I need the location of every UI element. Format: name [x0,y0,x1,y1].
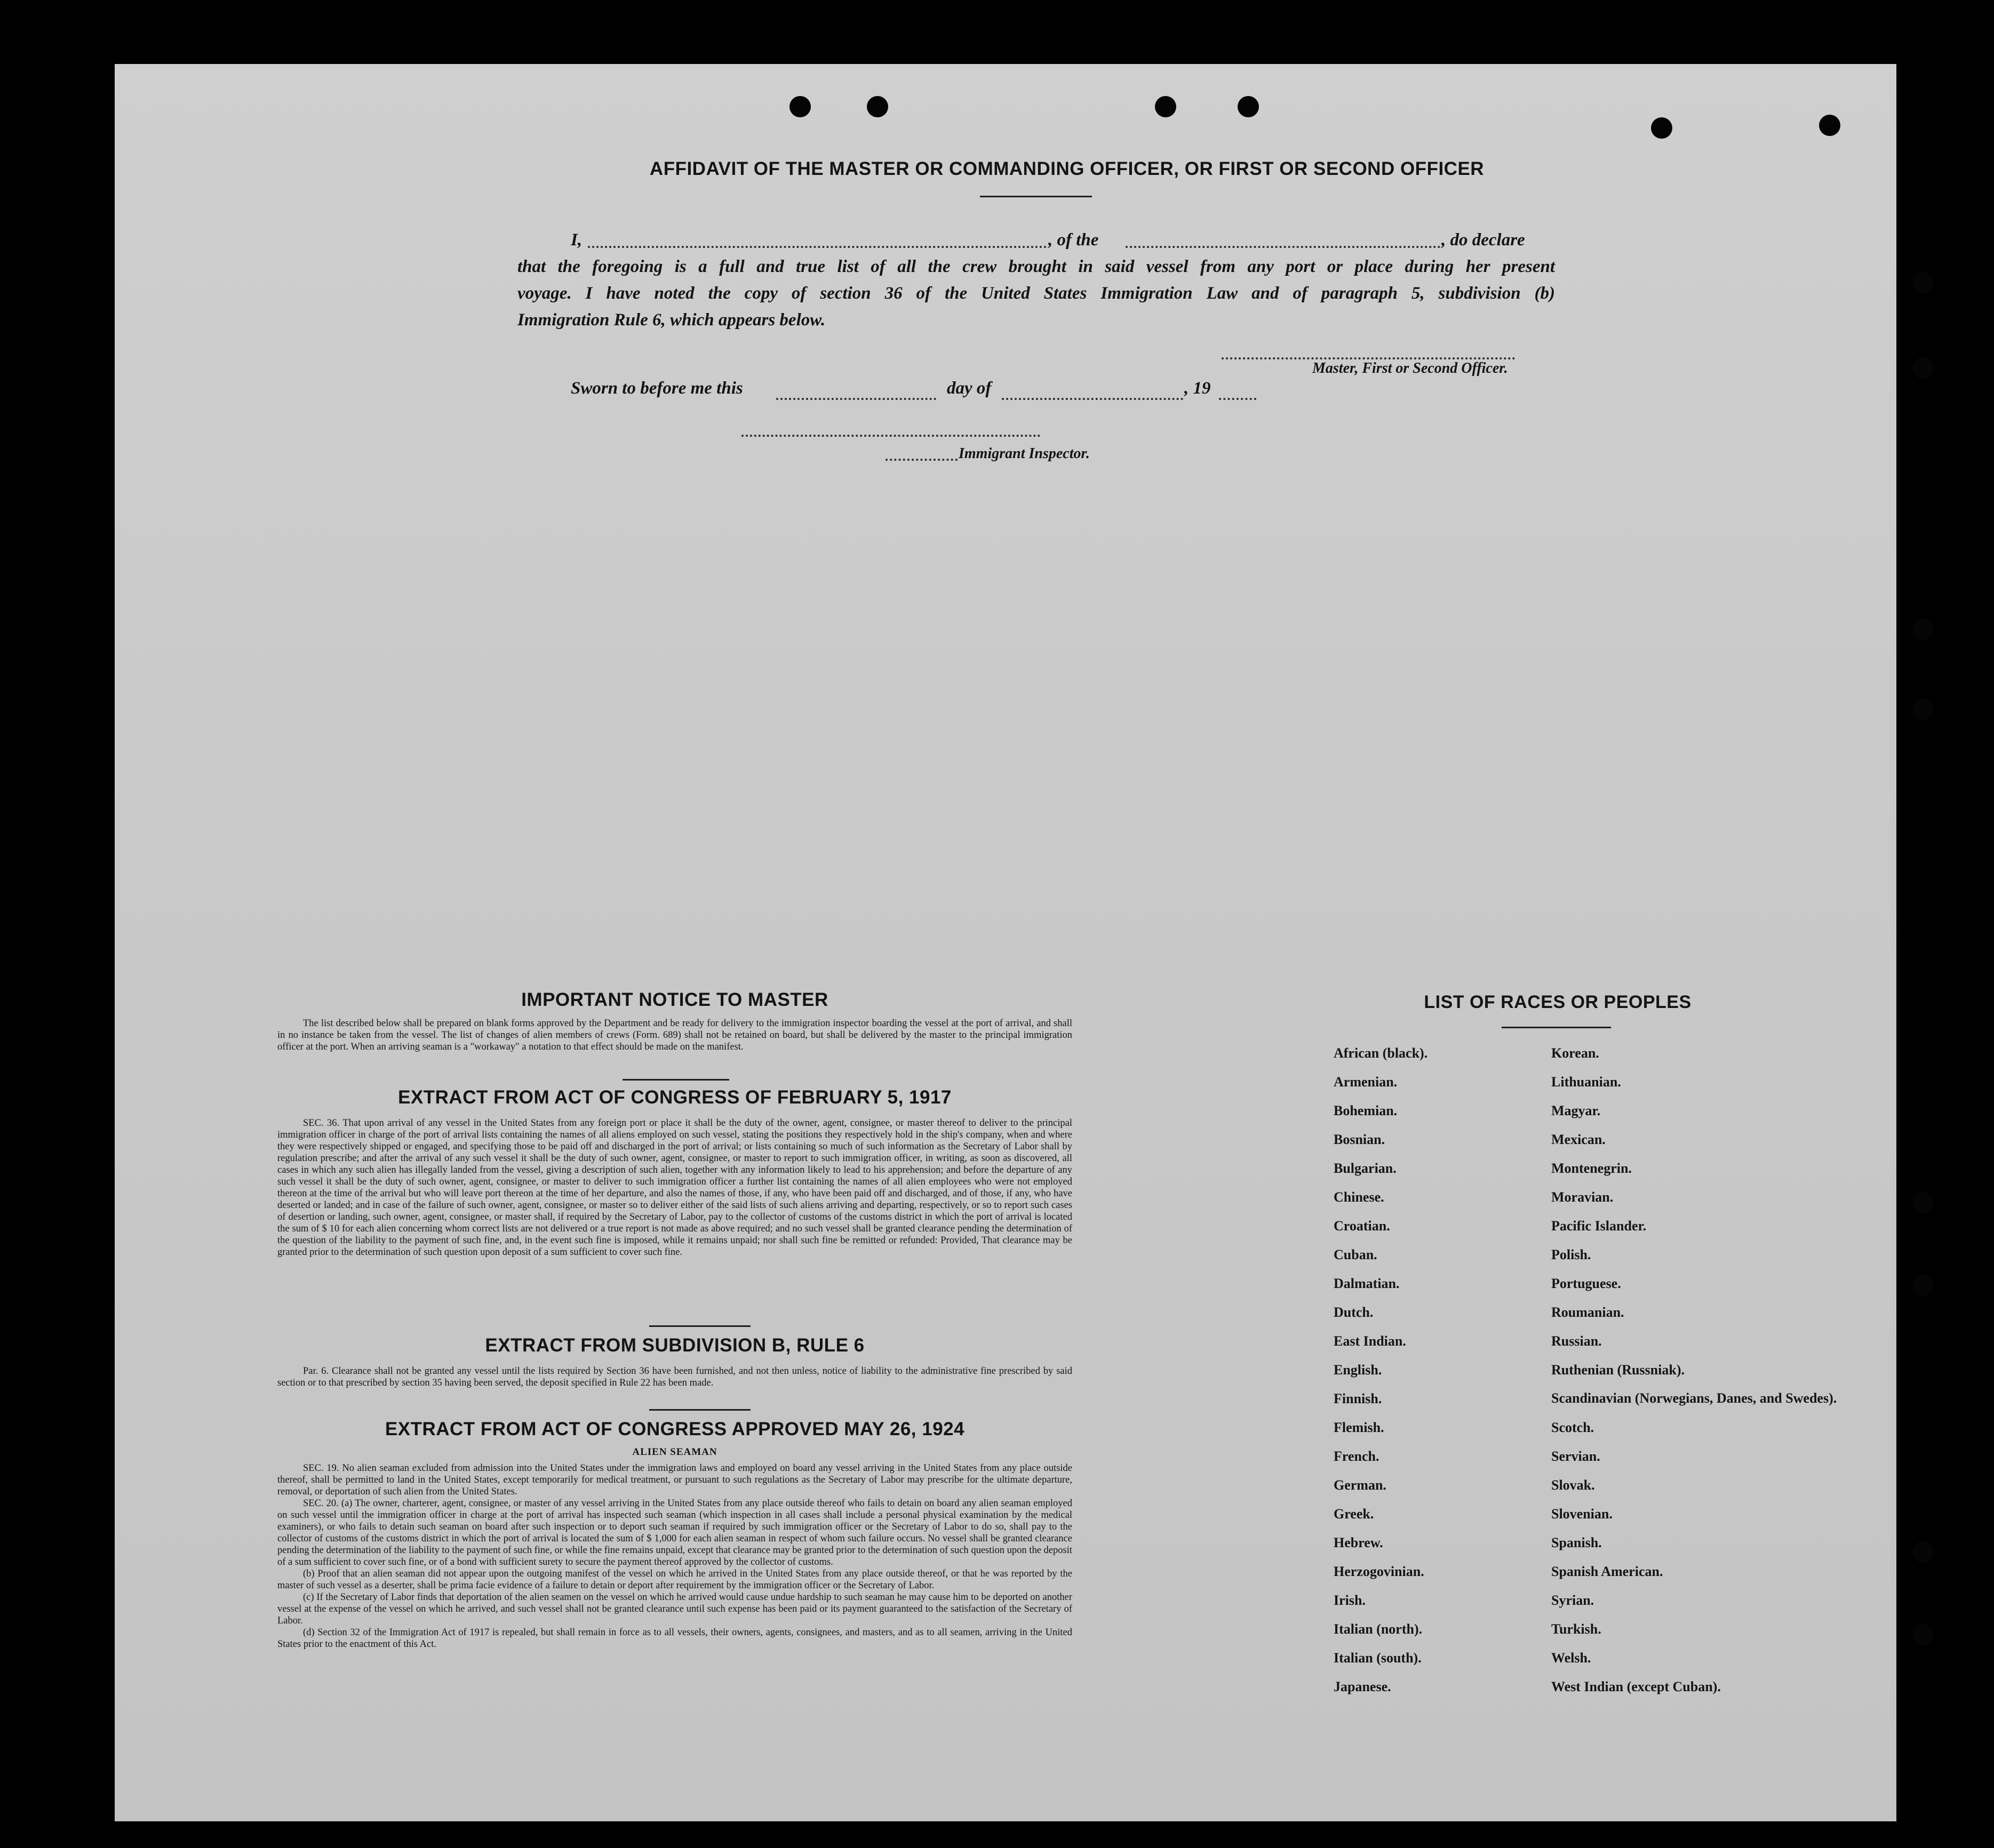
extract-1924-title: EXTRACT FROM ACT OF CONGRESS APPROVED MAY 26, 1924 [385,1419,965,1439]
race-item: Servian. [1551,1449,1600,1464]
affidavit-title: AFFIDAVIT OF THE MASTER OR COMMANDING OFFICER, OR FIRST OR SECOND OFFICER [649,158,1485,179]
race-item: Moravian. [1551,1189,1614,1205]
race-item: Finnish. [1334,1391,1382,1406]
sec-20c-paragraph: (c) If the Secretary of Labor finds that deportation of the alien seamen on the vessel on which he arrived would cause undue hardship to such seaman he may cause him to be deported on another vessel at the expense of the vessel on which he arrived, and such vessel shall not be granted clearance until such expense has been paid or its payment guaranteed to the satisfaction of the Secretary of Labor. [277,1592,1072,1626]
punch-hole [1912,1192,1934,1213]
do-declare-label: , do declare [1441,230,1525,250]
punch-hole [1912,619,1934,640]
race-item: Lithuanian. [1551,1074,1621,1090]
race-item: Polish. [1551,1247,1591,1262]
sec-19-paragraph: SEC. 19. No alien seaman excluded from admission into the United States under the immigration laws and employed on board any vessel arriving in the United States from any place outside thereof, shall be permitted to land in the United States, except temporarily for medical treatment, or pursuant to such regulations as the Secretary of Labor may prescribe for the ultimate departure, removal, or deportation of such alien from the United States. [277,1463,1072,1497]
day-of-label: day of [947,379,992,398]
inspector-signature-field[interactable] [741,435,1040,437]
race-item: Irish. [1334,1593,1366,1608]
punch-hole [1912,357,1934,379]
race-item: Slovenian. [1551,1506,1613,1522]
i-label: I, [571,230,583,250]
race-item: Slovak. [1551,1477,1595,1493]
extract-1917-title: EXTRACT FROM ACT OF CONGRESS OF FEBRUARY 5, 1917 [398,1087,952,1108]
race-item: Welsh. [1551,1650,1591,1666]
race-item: Italian (south). [1334,1650,1422,1666]
race-item: Herzogovinian. [1334,1564,1424,1579]
affidavit-text [517,227,1555,333]
of-the-label: , of the [1048,230,1099,250]
inspector-lead-line [886,459,958,461]
race-item: Montenegrin. [1551,1161,1632,1176]
year-field[interactable] [1219,398,1256,400]
race-item: Syrian. [1551,1593,1594,1608]
inspector-label: Immigrant Inspector. [959,445,1090,462]
extract-1917-body [277,1117,1072,1258]
rule6-title: EXTRACT FROM SUBDIVISION B, RULE 6 [485,1335,865,1356]
divider [649,1409,751,1411]
declaration-line [517,227,1555,253]
races-right-column [1551,1045,1837,1708]
notice-body [277,1018,1072,1053]
name-field[interactable] [588,246,1047,248]
day-field[interactable] [776,398,936,400]
race-item: Korean. [1551,1045,1599,1061]
declaration-line-3: voyage. I have noted the copy of section 36 of the United States Immigration Law and of paragraph 5, subdivision (b) [517,284,1555,303]
divider [1502,1027,1611,1028]
race-item: English. [1334,1362,1382,1378]
race-item: Flemish. [1334,1420,1384,1435]
declaration-line-4: Immigration Rule 6, which appears below. [517,310,826,330]
punch-hole [1912,1541,1934,1563]
race-item: Cuban. [1334,1247,1377,1262]
race-item: Dalmatian. [1334,1276,1400,1291]
rule6-body [277,1365,1072,1389]
signer-label: Master, First or Second Officer. [1312,360,1508,377]
sworn-line [571,379,1264,405]
race-item: Bohemian. [1334,1103,1398,1118]
race-item: Portuguese. [1551,1276,1621,1291]
year-label: , 19 [1184,379,1211,398]
race-item: African (black). [1334,1045,1428,1061]
race-item: West Indian (except Cuban). [1551,1679,1721,1694]
race-item: French. [1334,1449,1379,1464]
race-item: East Indian. [1334,1333,1406,1349]
race-item: Russian. [1551,1333,1602,1349]
sec-36-paragraph: SEC. 36. That upon arrival of any vessel in the United States from any foreign port or place it shall be the duty of the owner, agent, consignee, or master thereof to deliver to the principal immigration officer in charge of the port of arrival lists containing the names of all aliens employed on such vessel, stating the positions they respectively hold in the ship's company, when and where they were respectively shipped or engaged, and specifying those to be paid off and discharged in the port of arrival; or lists containing so much of such information as the Secretary of Labor shall by regulation prescribe; and after the arrival of any such vessel it shall be the duty of such owner, agent, consignee, or master to report to such immigration officer, in writing, as soon as discovered, all cases in which any such alien has illegally landed from the vessel, giving a description of such alien, together with any information likely to lead to his apprehension; and before the departure of any such vessel it shall be the duty of such owner, agent, consignee, or master to deliver to such immigration officer a further list containing the names of all alien employees who were not employed thereon at the time of the arrival but who will leave port thereon at the time of her departure, and also the names of those, if any, who have been paid off and discharged, and of those, if any, who have deserted or landed; and in case of the failure of such owner, agent, consignee, or master so to deliver either of the said lists of such aliens arriving and departing, respectively, or so to report such cases of desertion or landing, such owner, agent, consignee, or master shall, if required by the Secretary of Labor, pay to the collector of customs of the customs district in which the port of arrival is located the sum of $ 10 for each alien concerning whom correct lists are not delivered or a true report is not made as above required; and no such vessel shall be granted clearance pending the determination of the question of the liability to the payment of such fine, and, in the event such fine is imposed, while it remains unpaid; nor shall such fine be remitted or refunded: Provided, That clearance may be granted prior to the determination of such question upon deposit of a sum sufficient to cover such fine. [277,1118,1072,1258]
divider [649,1325,751,1327]
race-item: Spanish American. [1551,1564,1663,1579]
punch-hole [1912,1275,1934,1296]
notice-title: IMPORTANT NOTICE TO MASTER [521,989,828,1010]
race-item: Mexican. [1551,1132,1606,1147]
signature-field[interactable] [1222,357,1515,359]
races-title: LIST OF RACES OR PEOPLES [1424,992,1692,1012]
sec-20b-paragraph: (b) Proof that an alien seaman did not appear upon the outgoing manifest of the vessel on which he arrived in the United States from any place outside thereof, or that he was reported by the master of such vessel as a deserter, shall be prima facie evidence of a failure to detain or deport after requirement by the immigration officer or the Secretary of Labor. [277,1569,1072,1591]
punch-hole [1912,272,1934,293]
race-item: Scotch. [1551,1420,1594,1435]
punch-hole [1651,117,1672,139]
race-item: Greek. [1334,1506,1374,1522]
race-item: Armenian. [1334,1074,1398,1090]
notice-paragraph: The list described below shall be prepared on blank forms approved by the Department and be ready for delivery to the immigration inspector boarding the vessel at the port of arrival, and shall in no instance be taken from the vessel. The list of changes of alien members of crews (Form. 689) shall not be retained on board, but shall be delivered by the master to the principal immigration officer at the port. When an arriving seaman is a "workaway" a notation to that effect should be made on the manifest. [277,1018,1072,1052]
race-item: Turkish. [1551,1621,1601,1637]
punch-hole [1912,1624,1934,1645]
race-item: German. [1334,1477,1386,1493]
sworn-label: Sworn to before me this [571,379,743,398]
alien-seaman-subtitle: ALIEN SEAMAN [632,1446,717,1458]
punch-hole [789,96,811,117]
race-item: Ruthenian (Russniak). [1551,1362,1685,1378]
race-item: Croatian. [1334,1218,1390,1234]
punch-hole [1155,96,1176,117]
sec-20a-paragraph: SEC. 20. (a) The owner, charterer, agent, consignee, or master of any vessel arriving in the United States from any place outside thereof who fails to detain on board any alien seaman employed on such vessel until the immigration officer in charge at the port of arrival has inspected such seaman (which inspection in all cases shall include a personal physical examination by the medical examiners), or who fails to detain such seaman on board after such inspection or to deport such seaman if required by such immigration officer or the Secretary of Labor to do so, shall pay to the collector of customs of the customs district in which the port of arrival is located the sum of $ 1,000 for each alien seaman in respect of whom such failure occurs. No vessel shall be granted clearance pending the determination of the liability to the payment of such fine, or while the fine remains unpaid, except that clearance may be granted prior to the determination of such question upon the deposit of a sum sufficient to cover such fine, or of a bond with sufficient surety to secure the payment thereof approved by the collector of customs. [277,1498,1072,1567]
race-item: Bosnian. [1334,1132,1385,1147]
race-item: Dutch. [1334,1305,1374,1320]
race-item: Japanese. [1334,1679,1391,1694]
divider [623,1079,729,1081]
race-item: Spanish. [1551,1535,1602,1550]
race-item: Italian (north). [1334,1621,1423,1637]
race-item: Scandinavian (Norwegians, Danes, and Swedes). [1551,1390,1837,1406]
race-item: Magyar. [1551,1103,1601,1118]
races-left-column [1334,1045,1536,1708]
race-item: Chinese. [1334,1189,1384,1205]
declaration-line-2: that the foregoing is a full and true list of all the crew brought in said vessel from any port or place during her present [517,257,1555,276]
punch-hole [1912,699,1934,720]
month-field[interactable] [1002,398,1183,400]
punch-hole [867,96,888,117]
punch-hole [1238,96,1259,117]
race-item: Roumanian. [1551,1305,1624,1320]
divider [980,196,1092,197]
punch-hole [1819,115,1840,136]
race-item: Pacific Islander. [1551,1218,1647,1234]
sec-20d-paragraph: (d) Section 32 of the Immigration Act of 1917 is repealed, but shall remain in force as to all vessels, their owners, agents, consignees, and masters, and as to all seamen, arriving in the United States prior to the enactment of this Act. [277,1627,1072,1650]
vessel-field[interactable] [1126,246,1440,248]
par-6-paragraph: Par. 6. Clearance shall not be granted any vessel until the lists required by Section 36 have been furnished, and not then unless, notice of liability to the administrative fine prescribed by said section or to that prescribed by section 35 having been served, the deposit specified in Rule 22 has been made. [277,1366,1072,1388]
extract-1924-body [277,1462,1072,1650]
race-item: Bulgarian. [1334,1161,1397,1176]
race-item: Hebrew. [1334,1535,1383,1550]
